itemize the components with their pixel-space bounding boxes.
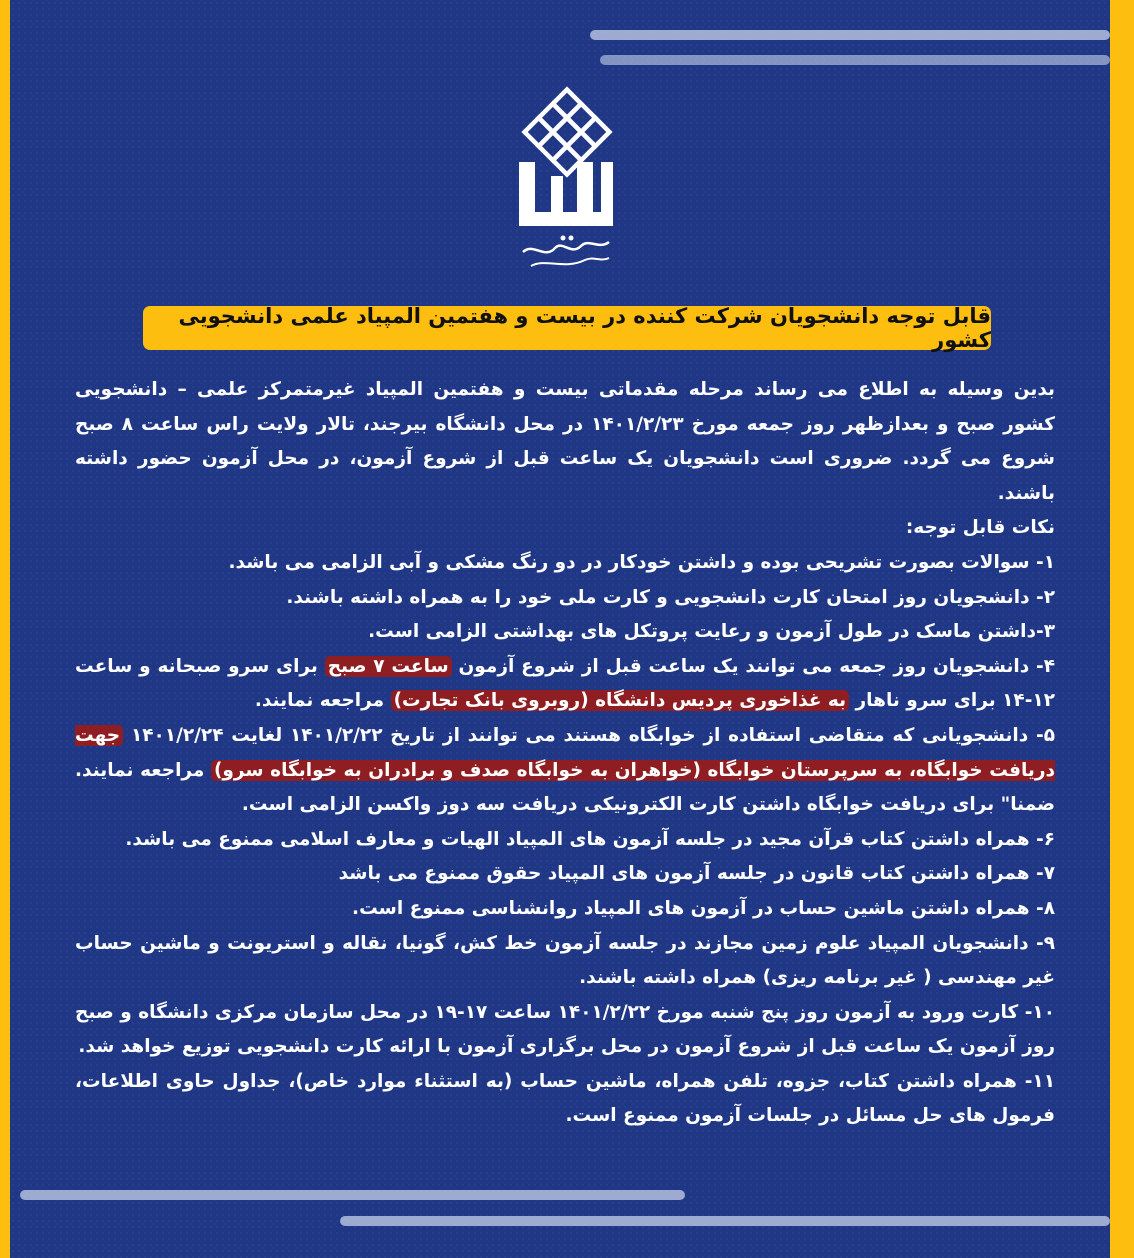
note-item-2: ۲- دانشجویان روز امتحان کارت دانشجویی و کارت ملی خود را به همراه داشته باشند. <box>286 586 1055 608</box>
title-banner <box>143 306 991 350</box>
note-item-4-text-a: ۴- دانشجویان روز جمعه می توانند یک ساعت قبل از شروع آزمون <box>451 655 1056 677</box>
note-item-5-text-a: ۵- دانشجویانی که متقاضی استفاده از خوابگاه هستند می توانند از تاریخ ۱۴۰۱/۲/۲۲ لغایت ۱۴۰۱/۲/۲۴ <box>123 724 1055 746</box>
note-item-4 <box>75 650 1055 719</box>
note-item-1: ۱- سوالات بصورت تشریحی بوده و داشتن خودکار در دو رنگ مشکی و آبی الزامی می باشد. <box>228 551 1055 573</box>
note-item-3: ۳-داشتن ماسک در طول آزمون و رعایت پروتکل های بهداشتی الزامی است. <box>368 621 1055 643</box>
frame-line-right <box>1126 0 1128 1258</box>
frame-line-left <box>3 0 5 1258</box>
note-item-7: ۷- همراه داشتن کتاب قانون در جلسه آزمون های المپیاد حقوق ممنوع می باشد <box>338 863 1055 885</box>
note-item-5 <box>75 719 1055 823</box>
note-item-8: ۸- همراه داشتن ماشین حساب در آزمون های المپیاد روانشناسی ممنوع است. <box>352 897 1055 919</box>
decor-bar-top-2 <box>600 55 1110 65</box>
intro-paragraph: بدین وسیله به اطلاع می رساند مرحله مقدماتی بیست و هفتمین المپیاد غیرمتمرکز علمی – دانشجویی کشور صبح و بعدازظهر روز جمعه مورخ ۱۴۰۱/۲/۲۳ در محل دانشگاه بیرجند، تالار ولایت راس ساعت ۸ صبح شروع می گردد. ضروری است دانشجویان یک ساعت قبل از شروع آزمون، در محل آزمون حضور داشته باشند. <box>75 379 1055 504</box>
announcement-body <box>75 373 1055 1134</box>
note-item-9: ۹- دانشجویان المپیاد علوم زمین مجازند در جلسه آزمون خط کش، گونیا، نقاله و استریونت و ماشین حساب غیر مهندسی ( غیر برنامه ریزی) همراه داشته باشند. <box>75 932 1055 989</box>
decor-bar-bottom-2 <box>340 1216 1110 1226</box>
note-item-5-text-b: مراجعه نمایند. ضمنا" برای دریافت خوابگاه داشتن کارت الکترونیکی دریافت سه دوز واکسن الزامی است. <box>75 759 1055 816</box>
highlight-cafeteria-location: به غذاخوری پردیس دانشگاه (روبروی بانک تجارت) <box>391 690 850 711</box>
note-item-10: ۱۰- کارت ورود به آزمون روز پنج شنبه مورخ ۱۴۰۱/۲/۲۲ ساعت ۱۷-۱۹ در محل سازمان مرکزی دانشگاه و صبح روز آزمون یک ساعت قبل از شروع آزمون در محل برگزاری آزمون با ارائه کارت دانشجویی توزیع خواهد شد. <box>75 1001 1056 1058</box>
highlight-dormitory: جهت دریافت خوابگاه، به سرپرستان خوابگاه (خواهران به خوابگاه صدف و برادران به خوابگاه سرو) <box>75 724 1055 781</box>
title-text: قابل توجه دانشجویان شرکت کننده در بیست و هفتمین المپیاد علمی دانشجویی کشور <box>178 304 991 352</box>
decor-bar-bottom-1 <box>20 1190 685 1200</box>
highlight-breakfast-time: ساعت ۷ صبح <box>325 656 452 677</box>
university-logo-icon <box>505 80 625 280</box>
note-item-4-text-c: مراجعه نمایند. <box>254 690 391 712</box>
notes-heading: نکات قابل توجه: <box>905 517 1055 539</box>
note-item-11: ۱۱- همراه داشتن کتاب، جزوه، تلفن همراه، ماشین حساب (به استثناء موارد خاص)، جداول حاوی اطلاعات، فرمول های حل مسائل در جلسات آزمون ممنوع است. <box>75 1070 1055 1127</box>
note-item-6: ۶- همراه داشتن کتاب قرآن مجید در جلسه آزمون های المپیاد الهیات و معارف اسلامی ممنوع می باشد. <box>125 828 1055 850</box>
decor-bar-top-1 <box>590 30 1110 40</box>
note-item-4-text-b: برای سرو صبحانه و ساعت ۱۲-۱۴ برای سرو ناهار <box>75 655 1055 712</box>
